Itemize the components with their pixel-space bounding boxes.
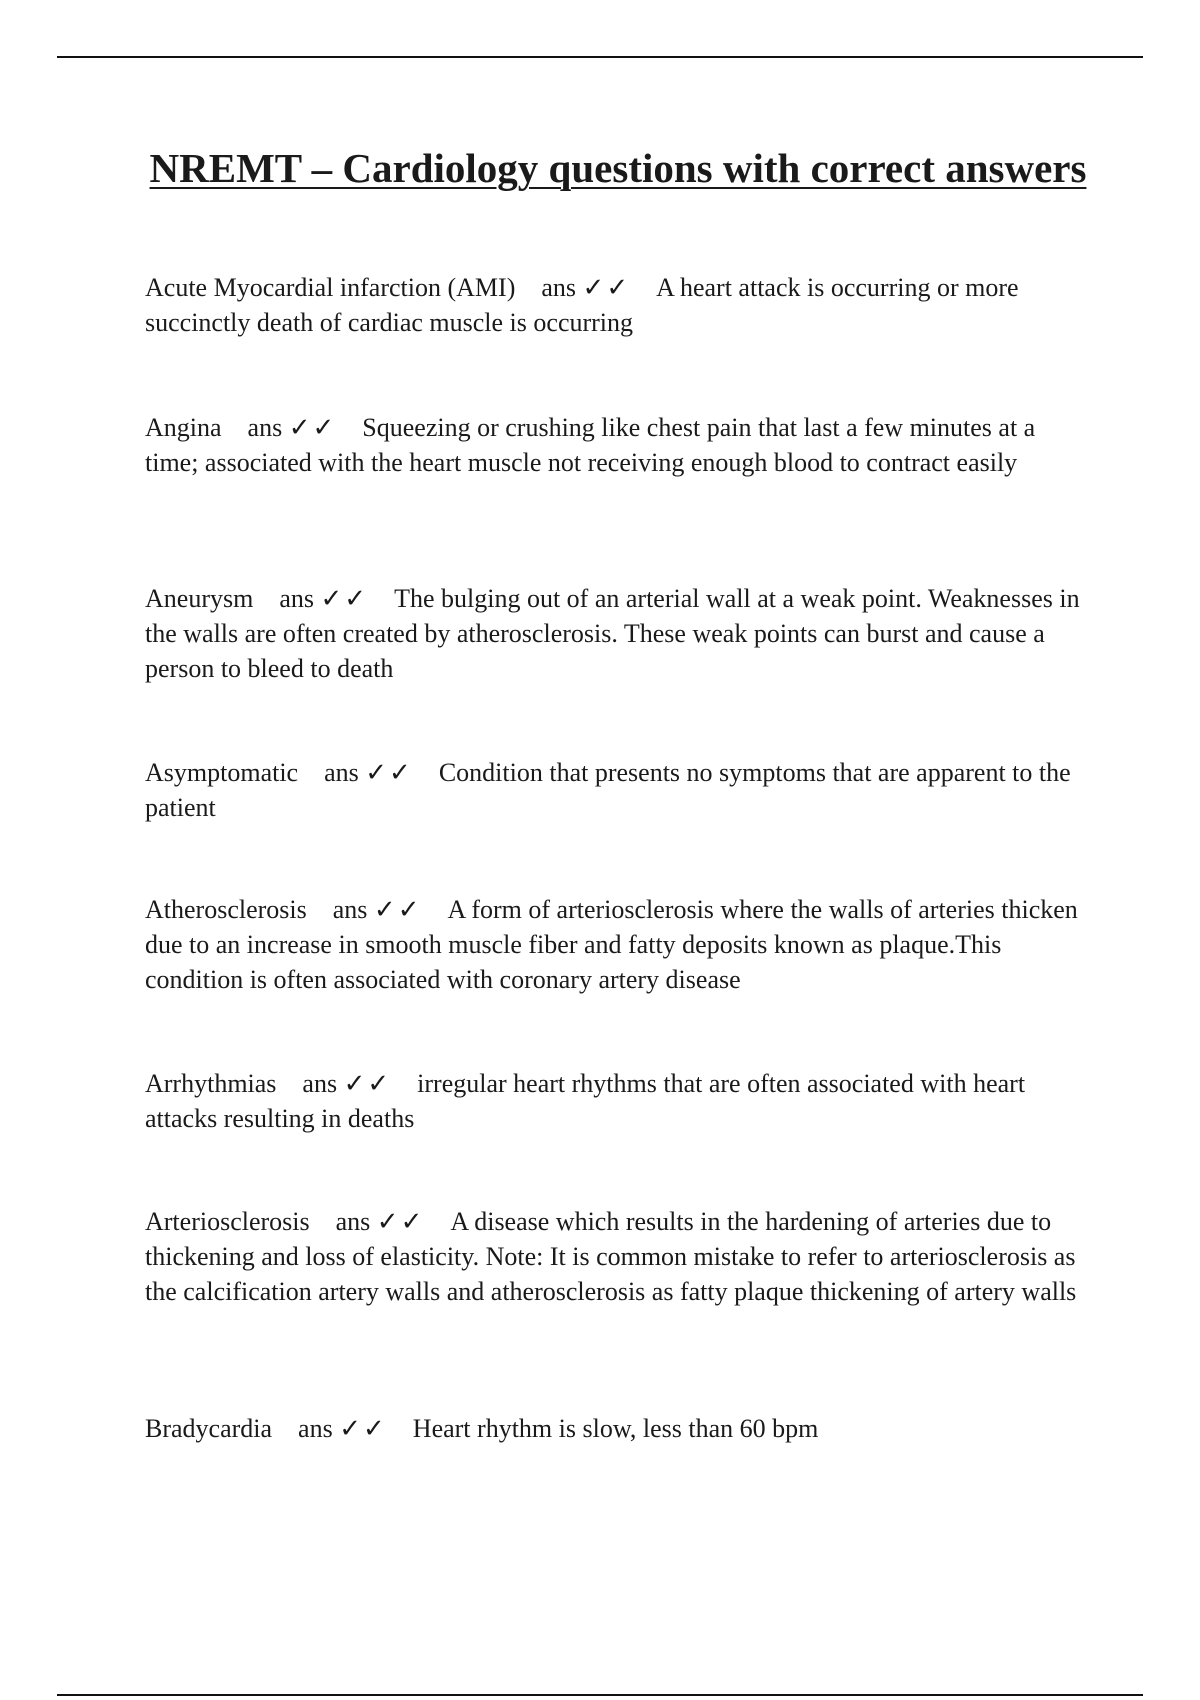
entry-term: Acute Myocardial infarction (AMI) [145, 273, 516, 302]
entry-definition: Squeezing or crushing like chest pain that last a few minutes at a time; associated with the heart muscle not receiving enough blood to contract easily [145, 413, 1036, 477]
entry-definition: A form of arteriosclerosis where the walls of arteries thicken due to an increase in smooth muscle fiber and fatty deposits known as plaque.This condition is often associated with coronary artery disease [145, 895, 1078, 994]
list-item [145, 270, 1091, 340]
entry-definition: Heart rhythm is slow, less than 60 bpm [412, 1414, 819, 1443]
page-title: NREMT – Cardiology questions with correct answers [149, 145, 1087, 191]
entry-definition: A disease which results in the hardening of arteries due to thickening and loss of elasticity. Note: It is common mistake to refer to arteriosclerosis as the calcification artery walls and atherosclerosis as fatty plaque thickening of artery walls [145, 1207, 1077, 1306]
answer-marker: ans [324, 758, 359, 787]
entry-definition: The bulging out of an arterial wall at a weak point. Weaknesses in the walls are often created by atherosclerosis. These weak points can burst and cause a person to bleed to death [145, 584, 1080, 683]
answer-marker: ans [298, 1414, 333, 1443]
answer-marker: ans [302, 1069, 338, 1098]
top-rule [57, 56, 1143, 58]
entry-term: Bradycardia [145, 1414, 273, 1443]
check-icon: ✓✓ [365, 758, 413, 787]
check-icon: ✓✓ [582, 273, 631, 302]
list-item [145, 1411, 1091, 1446]
entry-term: Angina [145, 413, 222, 442]
answer-marker: ans [279, 584, 314, 613]
check-icon: ✓✓ [320, 584, 369, 613]
list-item [145, 581, 1091, 686]
answer-marker: ans [541, 273, 577, 302]
entry-term: Arrhythmias [145, 1069, 277, 1098]
list-item [145, 755, 1091, 825]
check-icon: ✓✓ [373, 895, 422, 924]
entry-term: Atherosclerosis [145, 895, 307, 924]
entry-term: Arteriosclerosis [145, 1207, 310, 1236]
check-icon: ✓✓ [288, 413, 337, 442]
entry-term: Aneurysm [145, 584, 254, 613]
list-item [145, 1066, 1091, 1136]
entry-term: Asymptomatic [145, 758, 299, 787]
list-item [145, 892, 1091, 997]
entry-definition: A heart attack is occurring or more succinctly death of cardiac muscle is occurring [145, 273, 1019, 337]
check-icon: ✓✓ [339, 1414, 387, 1443]
check-icon: ✓✓ [343, 1069, 392, 1098]
list-item [145, 1204, 1091, 1309]
entry-definition: Condition that presents no symptoms that are apparent to the patient [145, 758, 1071, 822]
answer-marker: ans [247, 413, 283, 442]
answer-marker: ans [332, 895, 368, 924]
check-icon: ✓✓ [376, 1207, 425, 1236]
bottom-rule [57, 1694, 1143, 1696]
answer-marker: ans [335, 1207, 371, 1236]
entry-definition: irregular heart rhythms that are often associated with heart attacks resulting in deaths [145, 1069, 1026, 1133]
list-item [145, 410, 1091, 480]
